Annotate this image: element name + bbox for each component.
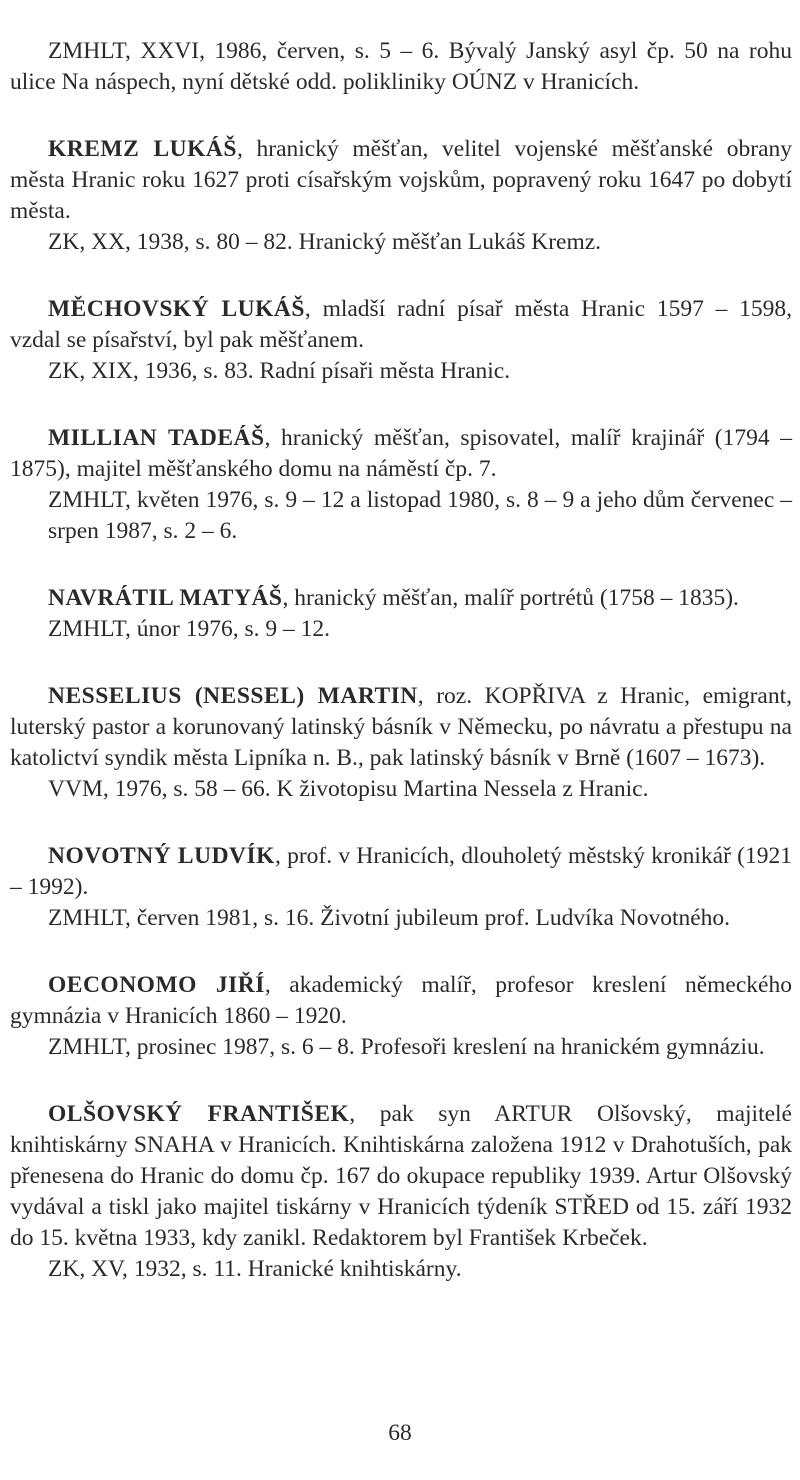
entry-description: , mladší radní písař města Hranic 1597 – 1598, vzdal se písařství, byl pak měšťanem. (10, 296, 792, 353)
entry-olsovsky (10, 1099, 792, 1285)
entry-name: NOVOTNÝ LUDVÍK (48, 843, 275, 869)
entry-reference: ZMHLT, XXVI, 1986, červen, s. 5 – 6. Bývalý Janský asyl čp. 50 na rohu ulice Na náspech, nyní dětské odd. polikliniky OÚNZ v Hranicích. (10, 38, 792, 95)
entry-name: MĚCHOVSKÝ LUKÁŠ (48, 296, 305, 322)
entry-novotny (10, 841, 792, 934)
entry-name: MILLIAN TADEÁŠ (48, 425, 265, 451)
entry-reference: ZK, XV, 1932, s. 11. Hranické knihtiskárny. (48, 1256, 462, 1282)
entry-navratil (10, 583, 792, 645)
entry-name: KREMZ LUKÁŠ (48, 136, 237, 162)
entry-millian (10, 423, 792, 547)
entry-description: , pak syn ARTUR Olšovský, majitelé knihtiskárny SNAHA v Hranicích. Knihtiskárna založena 1912 v Drahotuších, pak přenesena do Hranic do domu čp. 167 do okupace republiky 1939. Artur Olšovský vydával a tiskl jako majitel tiskárny v Hranicích týdeník STŘED od 15. září 1932 do 15. května 1933, kdy zanikl. Redaktorem byl František Krbeček. (10, 1101, 792, 1251)
entry-reference: ZMHLT, červen 1981, s. 16. Životní jubileum prof. Ludvíka Novotného. (48, 905, 731, 931)
entry-description: , prof. v Hranicích, dlouholetý městský kronikář (1921 – 1992). (10, 843, 792, 900)
entry-description: , hranický měšťan, spisovatel, malíř krajinář (1794 – 1875), majitel měšťanského domu na náměstí čp. 7. (10, 425, 792, 482)
entry-description: , akademický malíř, profesor kreslení německého gymnázia v Hranicích 1860 – 1920. (10, 972, 792, 1029)
entries-list (10, 36, 792, 1321)
page-number: 68 (388, 1420, 412, 1446)
entry-reference: ZMHLT, květen 1976, s. 9 – 12 a listopad 1980, s. 8 – 9 a jeho dům červenec – srpen 1987, s. 2 – 6. (48, 487, 792, 544)
entry-reference: ZK, XIX, 1936, s. 83. Radní písaři města Hranic. (48, 358, 511, 384)
entry-kremz (10, 134, 792, 258)
entry-name: NAVRÁTIL MATYÁŠ (48, 585, 283, 611)
entry-reference: VVM, 1976, s. 58 – 66. K životopisu Martina Nessela z Hranic. (48, 776, 649, 802)
entry-name: NESSELIUS (NESSEL) MARTIN (48, 683, 418, 709)
entry-name: OLŠOVSKÝ FRANTIŠEK (48, 1101, 350, 1127)
entry-mechovsky (10, 294, 792, 387)
entry-nesselius (10, 681, 792, 805)
entry-reference: ZMHLT, prosinec 1987, s. 6 – 8. Profesoři kreslení na hranickém gymnáziu. (48, 1034, 765, 1060)
entry-name: OECONOMO JIŘÍ (48, 972, 265, 998)
entry-description: , hranický měšťan, malíř portrétů (1758 – 1835). (282, 585, 739, 611)
intro-entry (10, 36, 792, 98)
entry-reference: ZMHLT, únor 1976, s. 9 – 12. (48, 616, 330, 642)
entry-oeconomo (10, 970, 792, 1063)
entry-description: , hranický měšťan, velitel vojenské měšťanské obrany města Hranic roku 1627 proti císařským vojskům, popravený roku 1647 po dobytí města. (10, 136, 792, 224)
entry-reference: ZK, XX, 1938, s. 80 – 82. Hranický měšťan Lukáš Kremz. (48, 229, 602, 255)
entry-description: , roz. KOPŘIVA z Hranic, emigrant, luterský pastor a korunovaný latinský básník v Německu, po návratu a přestupu na katolictví syndik města Lipníka n. B., pak latinský básník v Brně (1607 – 1673). (10, 683, 792, 771)
